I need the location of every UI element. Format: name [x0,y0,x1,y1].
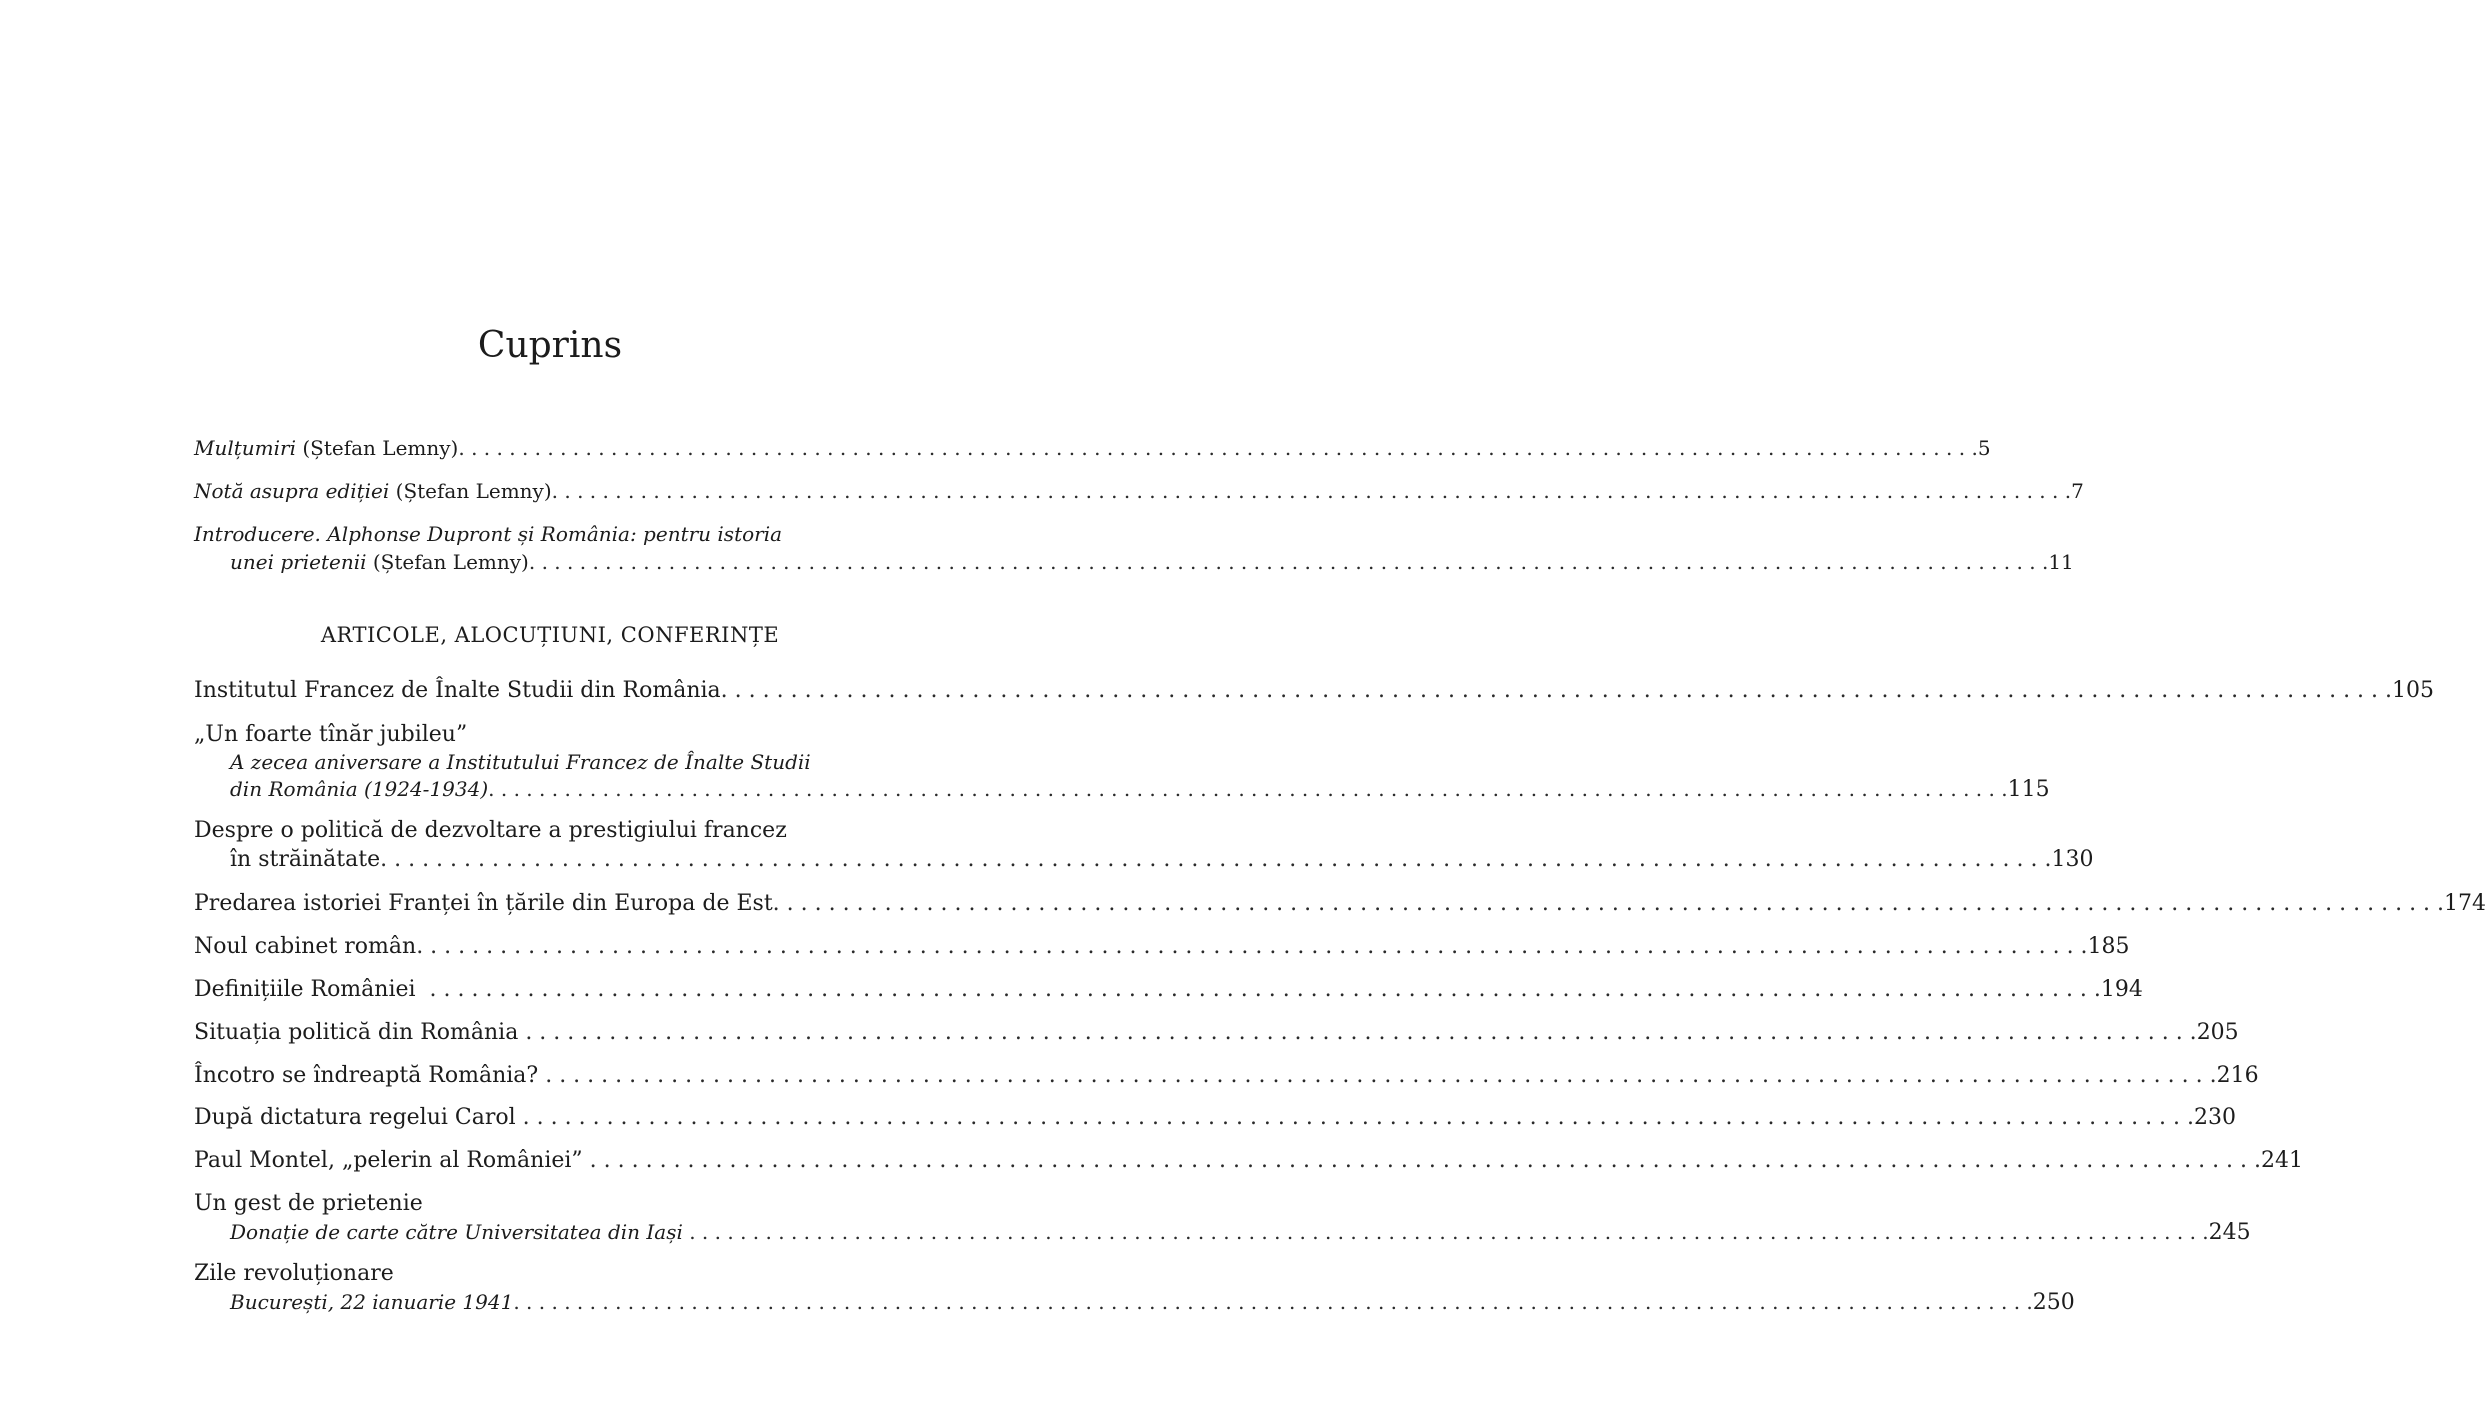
page-number: 230 [2194,1105,2237,1130]
toc-entry[interactable] [194,477,2084,505]
entry-title: Noul cabinet român [194,934,417,959]
toc-entry[interactable] [194,1189,2251,1247]
toc-entry[interactable] [194,1018,2239,1047]
toc-entry[interactable] [194,932,2130,961]
dot-leader: . . . . . . . . . . . . . . . . . . . . . . . . . . . . . . . . . . . . . . . . . . . . . . . . . . . . . . . . . . . . . . . . . . . . . . . . . . . . . . . . . . . . . . . . . . . . . . . . . . . . . . . . . . . . . . . . . . . . . . . . [689,1220,2209,1244]
page-number: 245 [2208,1220,2251,1245]
section-heading: ARTICOLE, ALOCUȚIUNI, CONFERINȚE [320,623,780,647]
entry-title-line1: Introducere. Alphonse Dupront și România: pentru istoria [194,522,783,546]
toc-entry[interactable] [194,676,2435,705]
entry-title: „Un foarte tînăr jubileu” [194,722,468,747]
entry-title: Paul Montel, „pelerin al României” [194,1148,590,1173]
entry-author: (Ștefan Lemny) [389,479,552,503]
toc-entry[interactable] [194,434,1991,462]
page-number: 194 [2100,977,2143,1002]
dot-leader: . . . . . . . . . . . . . . . . . . . . . . . . . . . . . . . . . . . . . . . . . . . . . . . . . . . . . . . . . . . . . . . . . . . . . . . . . . . . . . . . . . . . . . . . . . . . . . . . . . . . . . . . . . . . . . . . . . . . . . . . [458,436,1978,460]
page-number: 241 [2261,1148,2304,1173]
entry-subtitle: București, 22 ianuarie 1941 [230,1290,514,1314]
entry-author: (Ștefan Lemny) [296,436,459,460]
page-number: 250 [2032,1290,2075,1315]
dot-leader: . . . . . . . . . . . . . . . . . . . . . . . . . . . . . . . . . . . . . . . . . . . . . . . . . . . . . . . . . . . . . . . . . . . . . . . . . . . . . . . . . . . . . . . . . . . . . . . . . . . . . . . . . . . . . . . . . . . . . . . . [513,1290,2033,1314]
entry-title-line1: Despre o politică de dezvoltare a prestigiului francez [194,818,787,843]
entry-title: Predarea istoriei Franței în țările din Europa de Est [194,891,773,916]
entry-title: Zile revoluționare [194,1261,394,1286]
page-number: 105 [2392,678,2435,703]
entry-title: Un gest de prietenie [194,1191,423,1216]
toc-entry[interactable] [194,889,2486,918]
page-number: 185 [2087,934,2130,959]
page-number: 174 [2444,891,2486,916]
page-title: Cuprins [477,325,623,366]
page-number: 11 [2048,550,2074,574]
page-number: 5 [1977,436,1991,460]
page-number: 7 [2071,479,2084,503]
dot-leader: . . . . . . . . . . . . . . . . . . . . . . . . . . . . . . . . . . . . . . . . . . . . . . . . . . . . . . . . . . . . . . . . . . . . . . . . . . . . . . . . . . . . . . . . . . . . . . . . . . . . . . . . . . . . . . . . . . . . . . . . [525,1020,2197,1045]
page-number: 205 [2196,1020,2239,1045]
page-number: 130 [2051,847,2094,872]
dot-leader: . . . . . . . . . . . . . . . . . . . . . . . . . . . . . . . . . . . . . . . . . . . . . . . . . . . . . . . . . . . . . . . . . . . . . . . . . . . . . . . . . . . . . . . . . . . . . . . . . . . . . . . . . . . . . . . . . . . . . . . . [589,1148,2262,1173]
dot-leader: . . . . . . . . . . . . . . . . . . . . . . . . . . . . . . . . . . . . . . . . . . . . . . . . . . . . . . . . . . . . . . . . . . . . . . . . . . . . . . . . . . . . . . . . . . . . . . . . . . . . . . . . . . . . . . . . . . . . . . . . [545,1063,2217,1088]
entry-title: După dictatura regelui Carol [194,1105,523,1130]
page-number: 216 [2216,1063,2259,1088]
entry-title: Mulțumiri [194,436,296,460]
dot-leader: . . . . . . . . . . . . . . . . . . . . . . . . . . . . . . . . . . . . . . . . . . . . . . . . . . . . . . . . . . . . . . . . . . . . . . . . . . . . . . . . . . . . . . . . . . . . . . . . . . . . . . . . . . . . . . . . . . . . . . . . [380,847,2052,872]
entry-title-line2: în străinătate [230,847,381,872]
page-number: 115 [2007,777,2050,802]
entry-subtitle-line2: din România (1924-1934) [230,777,489,801]
dot-leader: . . . . . . . . . . . . . . . . . . . . . . . . . . . . . . . . . . . . . . . . . . . . . . . . . . . . . . . . . . . . . . . . . . . . . . . . . . . . . . . . . . . . . . . . . . . . . . . . . . . . . . . . . . . . . . . . . . . . . . . . [551,479,2072,503]
entry-title: Situația politică din România [194,1020,526,1045]
entry-subtitle: Donație de carte către Universitatea din Iași [230,1220,690,1244]
dot-leader: . . . . . . . . . . . . . . . . . . . . . . . . . . . . . . . . . . . . . . . . . . . . . . . . . . . . . . . . . . . . . . . . . . . . . . . . . . . . . . . . . . . . . . . . . . . . . . . . . . . . . . . . . . . . . . . . . . . . . . . . [416,934,2088,959]
entry-title: Definițiile României [194,977,430,1002]
dot-leader: . . . . . . . . . . . . . . . . . . . . . . . . . . . . . . . . . . . . . . . . . . . . . . . . . . . . . . . . . . . . . . . . . . . . . . . . . . . . . . . . . . . . . . . . . . . . . . . . . . . . . . . . . . . . . . . . . . . . . . . . [429,977,2101,1002]
entry-author: (Ștefan Lemny) [366,550,529,574]
toc-entry[interactable] [194,1146,2304,1175]
toc-entry[interactable] [194,720,2050,803]
dot-leader: . . . . . . . . . . . . . . . . . . . . . . . . . . . . . . . . . . . . . . . . . . . . . . . . . . . . . . . . . . . . . . . . . . . . . . . . . . . . . . . . . . . . . . . . . . . . . . . . . . . . . . . . . . . . . . . . . . . . . . . . [522,1105,2195,1130]
dot-leader: . . . . . . . . . . . . . . . . . . . . . . . . . . . . . . . . . . . . . . . . . . . . . . . . . . . . . . . . . . . . . . . . . . . . . . . . . . . . . . . . . . . . . . . . . . . . . . . . . . . . . . . . . . . . . . . . . . . . . . . . [528,550,2049,574]
toc-entry[interactable] [194,816,2094,874]
entry-title: Încotro se îndreaptă România? [194,1063,546,1088]
entry-subtitle-line1: A zecea aniversare a Institutului Francez de Înalte Studii [230,750,811,774]
toc-entry[interactable] [194,520,2074,576]
dot-leader: . . . . . . . . . . . . . . . . . . . . . . . . . . . . . . . . . . . . . . . . . . . . . . . . . . . . . . . . . . . . . . . . . . . . . . . . . . . . . . . . . . . . . . . . . . . . . . . . . . . . . . . . . . . . . . . . . . . . . . . . [720,678,2393,703]
entry-title: Institutul Francez de Înalte Studii din România [194,678,721,703]
toc-entry[interactable] [194,1103,2237,1132]
entry-title-line2: unei prietenii [230,550,367,574]
dot-leader: . . . . . . . . . . . . . . . . . . . . . . . . . . . . . . . . . . . . . . . . . . . . . . . . . . . . . . . . . . . . . . . . . . . . . . . . . . . . . . . . . . . . . . . . . . . . . . . . . . . . . . . . . . . . . . . . . . . . . . . . [772,891,2445,916]
toc-entry[interactable] [194,1061,2259,1090]
toc-entry[interactable] [194,975,2143,1004]
entry-title: Notă asupra ediției [194,479,390,503]
toc-entry[interactable] [194,1259,2075,1317]
dot-leader: . . . . . . . . . . . . . . . . . . . . . . . . . . . . . . . . . . . . . . . . . . . . . . . . . . . . . . . . . . . . . . . . . . . . . . . . . . . . . . . . . . . . . . . . . . . . . . . . . . . . . . . . . . . . . . . . . . . . . . . . [488,777,2008,801]
